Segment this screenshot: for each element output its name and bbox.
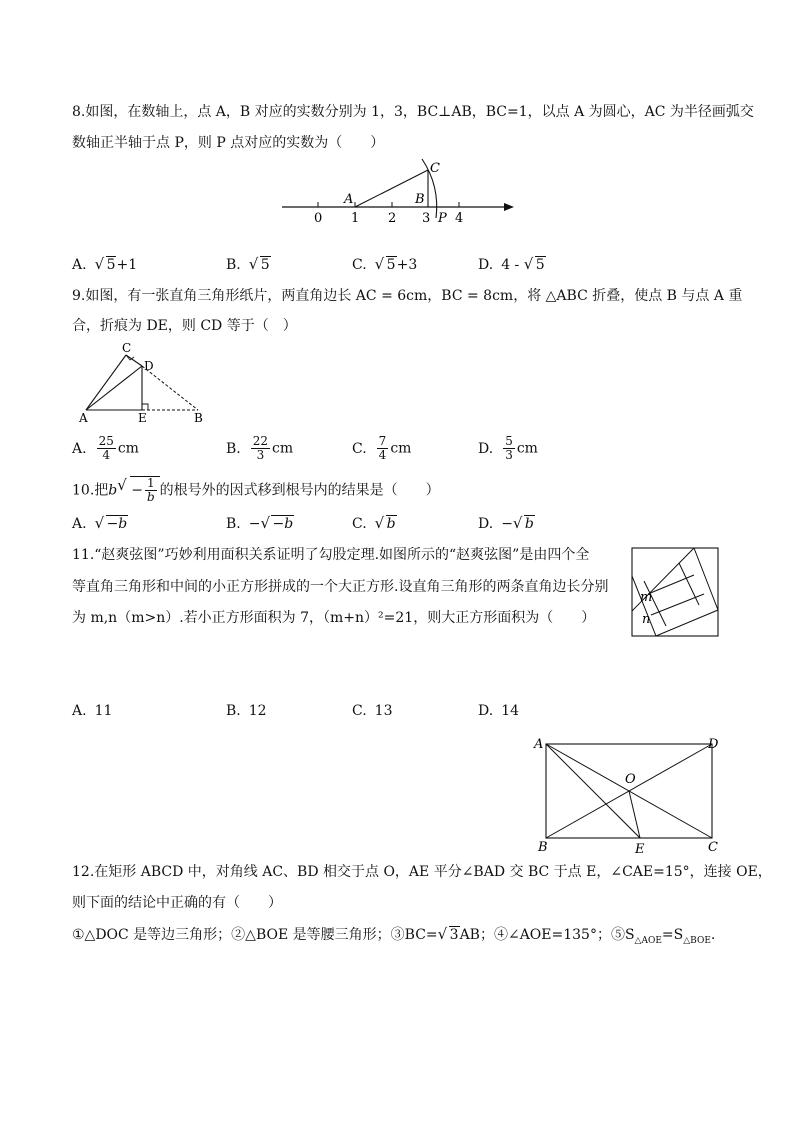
q12-point-E: E: [635, 842, 645, 856]
q8-tick-3: 3: [422, 211, 431, 226]
q8-tick-1: 1: [351, 211, 360, 226]
q9-point-C: C: [122, 341, 132, 355]
q12-point-D: D: [708, 737, 719, 752]
q12-stem-line1: 12.在矩形 ABCD 中，对角线 AC、BD 相交于点 O，AE 平分∠BAD 交 BC 于点 E，∠CAE=15°，连接 OE，: [72, 864, 772, 880]
q8-point-C: C: [430, 161, 440, 176]
q12-point-O: O: [625, 772, 636, 787]
q10-option-c[interactable]: C.√ b: [352, 514, 397, 534]
q8-tick-0: 0: [314, 211, 323, 226]
q8-stem-line1: 8.如图，在数轴上，点 A，B 对应的实数分别为 1，3，BC⊥AB，BC=1，以点 A 为圆心，AC 为半径画弧交: [72, 104, 754, 120]
q8-tick-2: 2: [388, 211, 397, 226]
q9-point-B: B: [194, 411, 203, 425]
q11-stem-line1: 11.“赵爽弦图”巧妙利用面积关系证明了勾股定理.如图所示的“赵爽弦图”是由四个全: [72, 547, 590, 563]
q8-tick-4: 4: [455, 211, 464, 226]
q9-stem-line1: 9.如图，有一张直角三角形纸片，两直角边长 AC = 6cm，BC = 8cm，将 △ABC 折叠，使点 B 与点 A 重: [72, 288, 743, 304]
q11-label-m: m: [640, 590, 653, 605]
q8-option-b[interactable]: B.√ 5: [226, 255, 271, 275]
q11-zhao-shuang-figure: [630, 546, 722, 640]
q12-rectangle-figure: [528, 732, 728, 856]
q9-option-b[interactable]: B. $\frac{22}{3}$ cm: [226, 434, 294, 462]
q11-option-c[interactable]: C. 13: [352, 703, 393, 719]
q12-stem-line2: 则下面的结论中正确的有（ ）: [72, 895, 282, 911]
q9-stem-line2: 合，折痕为 DE，则 CD 等于（ ）: [72, 318, 297, 334]
q12-point-B: B: [538, 840, 548, 855]
q11-label-n: n: [642, 612, 651, 627]
q12-point-A: A: [534, 737, 544, 752]
q11-stem-line2: 等直角三角形和中间的小正方形拼成的一个大正方形.设直角三角形的两条直角边长分别: [72, 579, 609, 595]
q8-option-c[interactable]: C.√ 5+3: [352, 255, 417, 275]
q11-option-b[interactable]: B. 12: [226, 703, 267, 719]
q9-point-D: D: [144, 359, 154, 373]
q11-stem-line3: 为 m,n（m>n）.若小正方形面积为 7，（m+n）²=21，则大正方形面积为（ ）: [72, 610, 596, 626]
q9-option-d[interactable]: D. $\frac{5}{3}$ cm: [478, 434, 538, 462]
q8-stem-line2: 数轴正半轴于点 P，则 P 点对应的实数为（ ）: [72, 135, 385, 151]
q9-triangle-figure: [76, 340, 210, 426]
q8-point-B: B: [415, 192, 425, 207]
q10-stem: 10.把b√ − $\frac{1}{b}$ 的根号外的因式移到根号内的结果是（ ）: [72, 476, 440, 504]
q12-point-C: C: [708, 840, 718, 855]
q9-option-a[interactable]: A. $\frac{25}{4}$ cm: [72, 434, 139, 462]
q10-option-d[interactable]: D. −√ b: [478, 514, 535, 534]
q10-option-a[interactable]: A.√ −b: [72, 514, 128, 534]
q9-point-E: E: [138, 411, 147, 425]
q8-point-A: A: [344, 192, 354, 207]
q12-statements: ①△DOC 是等边三角形；②△BOE 是等腰三角形；③BC=√ 3AB；④∠AOE=135°；$⑤S_{\triangle AOE}=S_{\triangle BOE}$.: [72, 925, 715, 951]
q8-option-d[interactable]: D. 4 - √ 5: [478, 255, 546, 275]
q9-option-c[interactable]: C. $\frac{7}{4}$ cm: [352, 434, 412, 462]
q10-option-b[interactable]: B. −√ −b: [226, 514, 294, 534]
q8-number-line-figure: [276, 156, 522, 226]
q11-option-d[interactable]: D. 14: [478, 703, 520, 719]
q8-point-P: P: [438, 211, 447, 226]
q11-option-a[interactable]: A. 11: [72, 703, 113, 719]
q8-option-a[interactable]: A.√ 5+1: [72, 255, 137, 275]
q9-point-A: A: [79, 411, 88, 425]
